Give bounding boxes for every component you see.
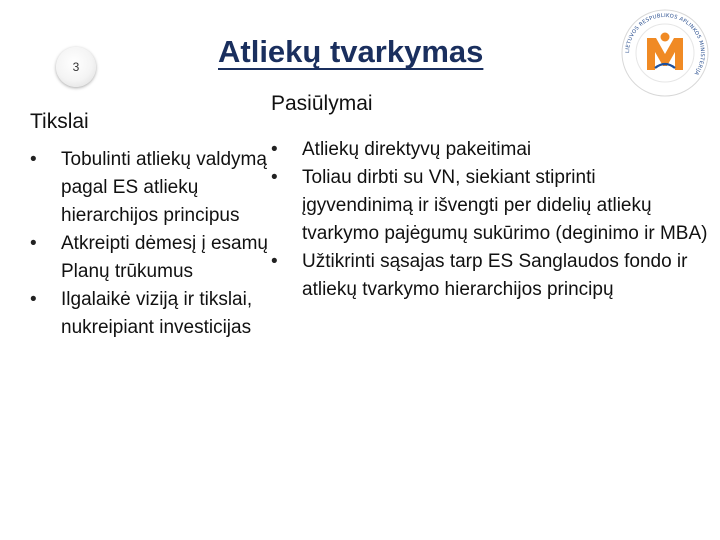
proposals-list xyxy=(271,136,711,304)
proposals-list-item: • Toliau dirbti su VN, siekiant stiprinti įgyvendinimą ir išvengti per didelių atliekų tvarkymo pajėgumų sukūrimo (deginimo ir MBA) xyxy=(271,167,708,244)
proposals-list-item: • Atliekų direktyvų pakeitimai xyxy=(271,139,532,160)
proposals-item-text: Užtikrinti sąsajas tarp ES Sanglaudos fondo ir atliekų tvarkymo hierarchijos principų xyxy=(302,251,688,300)
goals-list-item: • Tobulinti atliekų valdymą pagal ES atliekų hierarchijos principus xyxy=(30,149,267,226)
ministry-logo xyxy=(620,8,710,98)
proposals-list-item: • Užtikrinti sąsajas tarp ES Sanglaudos fondo ir atliekų tvarkymo hierarchijos principų xyxy=(271,251,688,300)
slide-number: 3 xyxy=(72,60,80,74)
proposals-heading: Pasiūlymai xyxy=(271,92,373,115)
logo-ring-text: LIETUVOS RESPUBLIKOS APLINKOS MINISTERIJA xyxy=(624,12,706,77)
slide-title: Atliekų tvarkymas xyxy=(218,34,484,69)
proposals-item-text: Atliekų direktyvų pakeitimai xyxy=(302,139,532,160)
slide-number-badge xyxy=(56,47,96,87)
goals-list xyxy=(30,146,270,342)
proposals-item-text: Toliau dirbti su VN, siekiant stiprinti įgyvendinimą ir išvengti per didelių atliekų tvarkymo pajėgumų sukūrimo (deginimo ir MBA) xyxy=(302,167,708,244)
goals-list-item: • Ilgalaikė viziją ir tikslai, nukreipiant investicijas xyxy=(30,289,253,338)
goals-item-text: Tobulinti atliekų valdymą pagal ES atliekų hierarchijos principus xyxy=(61,149,267,226)
goals-item-text: Ilgalaikė viziją ir tikslai, nukreipiant investicijas xyxy=(61,289,253,338)
goals-heading: Tikslai xyxy=(30,110,89,133)
goals-list-item: • Atkreipti dėmesį į esamų Planų trūkumus xyxy=(30,233,268,282)
goals-item-text: Atkreipti dėmesį į esamų Planų trūkumus xyxy=(61,233,268,282)
